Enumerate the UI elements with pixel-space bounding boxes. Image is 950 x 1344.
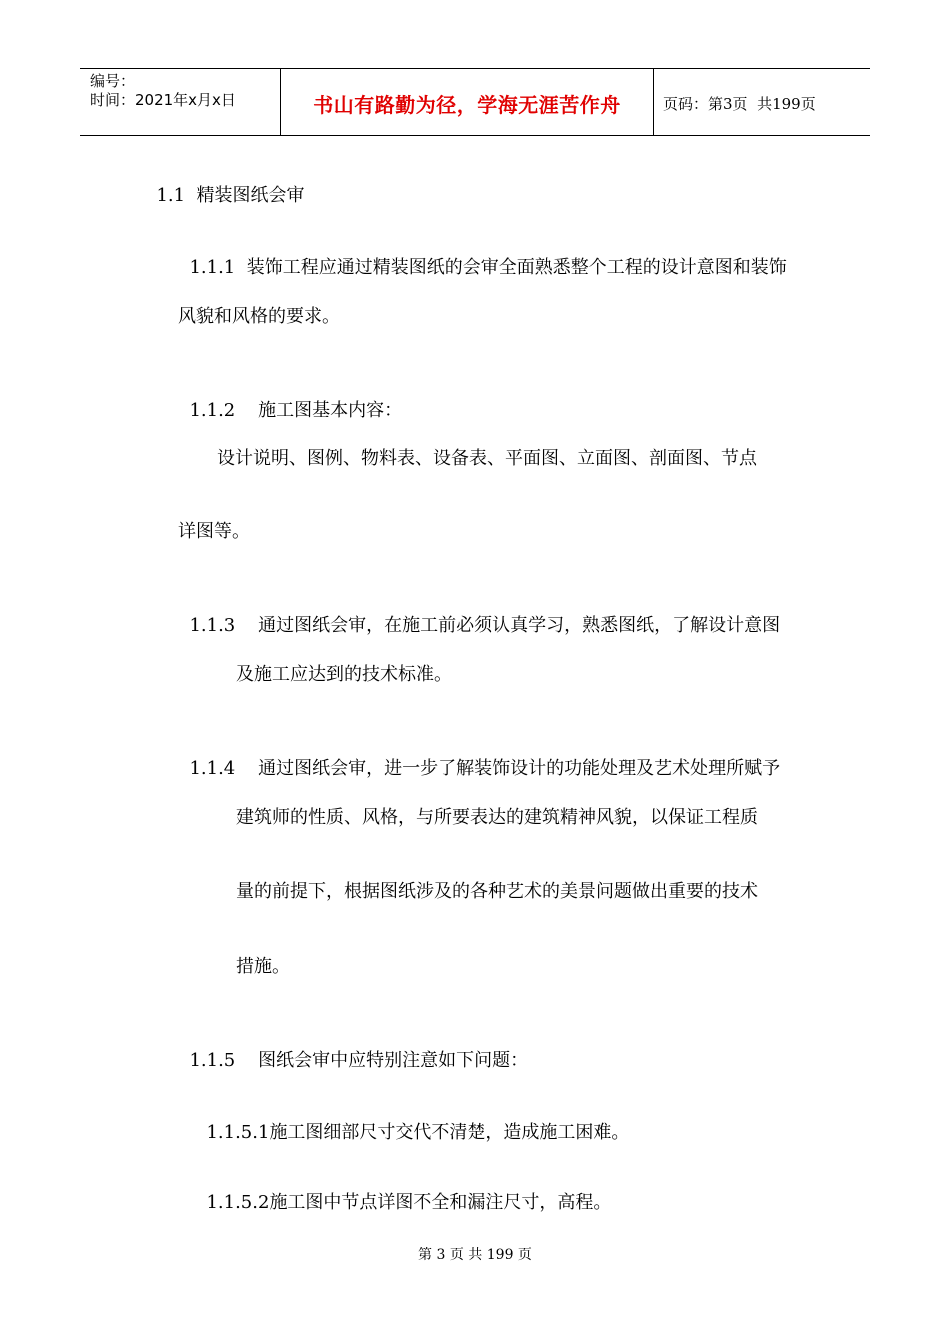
header-motto: 书山有路勤为径，学海无涯苦作舟 bbox=[313, 92, 621, 117]
item-number: 1.1.4 bbox=[189, 758, 236, 779]
item-text: 装饰工程应通过精装图纸的会审全面熟悉整个工程的设计意图和装饰 bbox=[246, 257, 787, 278]
time-label: 时间：2021年x月x日 bbox=[90, 91, 236, 109]
item-number: 1.1.3 bbox=[189, 615, 236, 636]
item-1-1-3-line1 bbox=[178, 590, 780, 638]
item-1-1-4-line3: 量的前提下，根据图纸涉及的各种艺术的美景问题做出重要的技术 bbox=[236, 881, 758, 902]
item-text: 施工图细部尺寸交代不清楚，造成施工困难。 bbox=[269, 1122, 630, 1143]
item-1-1-2-body-line1: 设计说明、图例、物料表、设备表、平面图、立面图、剖面图、节点 bbox=[217, 448, 757, 469]
page-header bbox=[80, 68, 870, 136]
item-title: 图纸会审中应特别注意如下问题： bbox=[258, 1050, 529, 1071]
item-1-1-4-line4: 措施。 bbox=[236, 956, 290, 977]
header-page-label: 页码：第3页 共199页 bbox=[663, 94, 816, 113]
page-footer: 第 3 页 共 199 页 bbox=[418, 1247, 532, 1263]
section-number: 1.1 bbox=[156, 185, 186, 206]
item-text: 通过图纸会审，进一步了解装饰设计的功能处理及艺术处理所赋予 bbox=[258, 758, 781, 779]
item-1-1-3-line2: 及施工应达到的技术标准。 bbox=[236, 664, 452, 685]
item-1-1-1-line1 bbox=[178, 232, 787, 280]
item-1-1-4-line2: 建筑师的性质、风格，与所要表达的建筑精神风貌，以保证工程质 bbox=[236, 807, 758, 828]
item-number: 1.1.5.2 bbox=[206, 1192, 270, 1213]
item-title: 施工图基本内容： bbox=[258, 400, 403, 421]
item-1-1-5-heading bbox=[178, 1025, 528, 1073]
item-1-1-5-1 bbox=[195, 1097, 629, 1145]
section-heading bbox=[145, 160, 305, 208]
item-number: 1.1.1 bbox=[189, 257, 236, 278]
header-motto-cell bbox=[281, 69, 654, 135]
item-1-1-1-line2: 风貌和风格的要求。 bbox=[178, 306, 340, 327]
item-number: 1.1.5.1 bbox=[206, 1122, 270, 1143]
item-text: 通过图纸会审，在施工前必须认真学习，熟悉图纸，了解设计意图 bbox=[258, 615, 781, 636]
item-1-1-4-line1 bbox=[178, 733, 780, 781]
header-left-cell bbox=[80, 69, 281, 135]
item-1-1-2-heading bbox=[178, 375, 402, 423]
header-page-cell bbox=[654, 69, 870, 135]
item-1-1-5-2 bbox=[195, 1167, 611, 1215]
code-label: 编号： bbox=[90, 72, 136, 90]
item-1-1-2-body-line2: 详图等。 bbox=[178, 521, 250, 542]
item-number: 1.1.5 bbox=[189, 1050, 236, 1071]
section-title: 精装图纸会审 bbox=[196, 185, 305, 206]
item-text: 施工图中节点详图不全和漏注尺寸，高程。 bbox=[269, 1192, 612, 1213]
item-number: 1.1.2 bbox=[189, 400, 236, 421]
